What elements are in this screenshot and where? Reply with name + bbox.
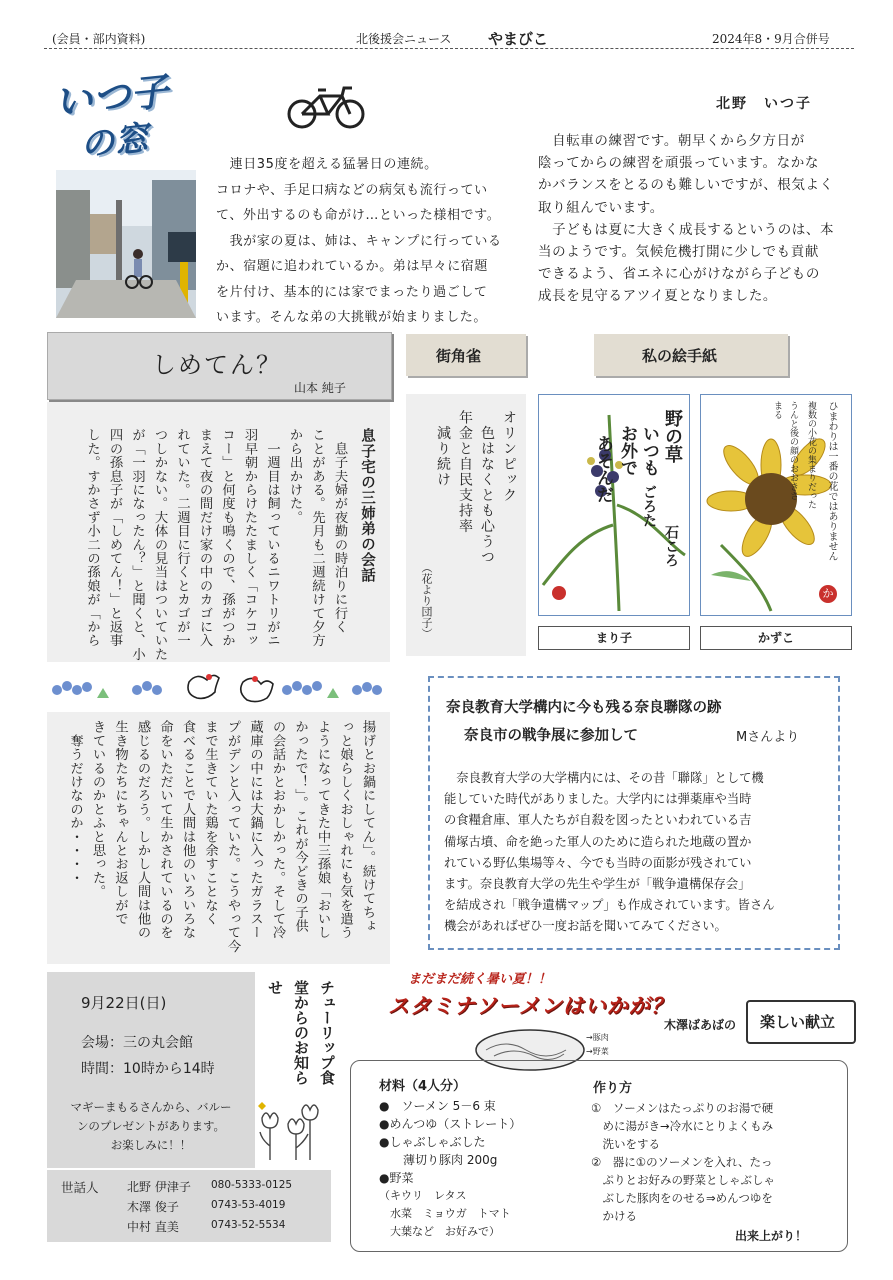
- window-logo: [50, 62, 220, 166]
- shimeten-line: 生き物たちにちゃんとお返しがで: [112, 720, 128, 926]
- gaikaku-title-box: [406, 334, 526, 376]
- card2-phrase-3: うんと後の顔のおおきさ: [788, 401, 798, 500]
- shimeten-line: コー」と何度も鳴くので、孫がつか: [219, 428, 235, 648]
- step-line: めに湯がき→冷水にとりよくもみ: [591, 1119, 774, 1133]
- gaikaku-title: 街角雀: [436, 347, 482, 365]
- newsletter-title: やまびこ: [488, 30, 549, 48]
- window-right-line: 成長を見守るアツイ夏となりました。: [538, 288, 778, 305]
- shimeten-line: 羽早朝からけたたましく「コケコッ: [242, 428, 257, 648]
- ingredient-line: 大葉など お好みで）: [379, 1225, 500, 1238]
- nara-line: れている野仏集場等々、今でも当時の面影が残されてい: [444, 855, 752, 870]
- tulip-present-line: お楽しみに！！: [110, 1138, 192, 1152]
- nara-title: 奈良教育大学構内に今も残る奈良聯隊の跡: [446, 700, 722, 716]
- shimeten-title: しめてん？: [152, 351, 282, 379]
- nara-line: 能していた時代がありました。大学内には弾薬庫や当時: [444, 792, 752, 807]
- contacts-box: [47, 1170, 331, 1242]
- ingredient-line: 薄切り豚肉 200g: [379, 1153, 498, 1167]
- nara-subtitle: 奈良市の戦争展に参加して: [464, 728, 638, 744]
- shimeten-line: した。すかさず小二の孫娘が「から: [84, 428, 100, 648]
- header-center: 北後援会ニュース: [356, 32, 452, 46]
- header: [44, 26, 854, 49]
- shimeten-line: ことがある。先月も二週続けて夕方: [309, 428, 325, 648]
- contact-row: [127, 1178, 293, 1195]
- shimeten-line: 息子夫婦が夜勤の時泊りに行く: [332, 428, 347, 634]
- recipe-banner-1: まだまだ続く暑い夏！！: [408, 972, 552, 987]
- window-left-line: 連日35度を超える猛暑日の連続。: [216, 157, 438, 172]
- nara-line: 奈良教育大学の大学構内には、その昔「聯隊」として機: [444, 771, 764, 785]
- shimeten-line: が「一羽になったん？」と聞くと、小: [129, 428, 145, 661]
- menu-title-box: [746, 1000, 856, 1044]
- menu-title: 楽しい献立: [760, 1013, 836, 1031]
- flower-hen-divider: [47, 668, 390, 708]
- steps-list: [591, 1099, 839, 1225]
- contact-row: [127, 1218, 286, 1235]
- step-line: ② 器に①のソーメンを入れ、たっ: [591, 1155, 773, 1169]
- shimeten-line: 食べることで人間は他のいろいろな: [180, 720, 195, 940]
- recipe-box: [350, 1060, 848, 1252]
- card1-phrase-3: あそんだ: [593, 435, 613, 503]
- etegami-name-1: まり子: [538, 626, 690, 650]
- nara-box: [428, 676, 840, 950]
- shimeten-line: 一週目は飼っているニワトリがニ: [264, 428, 280, 648]
- shimeten-line: 揚げとお鍋にしてん」。続けてちょ: [360, 720, 375, 933]
- shimeten-body-2: [47, 712, 390, 964]
- contact-name: 木澤 俊子: [127, 1200, 179, 1214]
- shimeten-line: ようになってきた中三孫娘「おいし: [315, 720, 330, 940]
- step-line: ① ソーメンはたっぷりのお湯で硬: [591, 1101, 774, 1115]
- window-right-line: 子どもは夏に大きく成長するというのは、本: [538, 221, 835, 238]
- window-right-line: できるよう、省エネに心がけながら子どもの: [538, 266, 820, 283]
- shimeten-body-1: [47, 402, 390, 662]
- contacts-label: 世話人: [61, 1180, 99, 1195]
- shimeten-line: 蔵庫の中には大鍋に入ったガラスー: [247, 720, 263, 940]
- nara-line: 機会があればぜひ一度お話を聞いてみてください。: [444, 919, 727, 934]
- nara-author: Mさんより: [736, 730, 800, 745]
- step-line: ぷりとお好みの野菜としゃぶしゃ: [591, 1173, 775, 1187]
- tulip-present: [47, 1098, 255, 1155]
- window-left-line: コロナや、手足口病などの病気も流行ってい: [216, 182, 488, 198]
- window-logo-line2: の窓: [78, 118, 151, 166]
- contact-phone: 080-5333-0125: [211, 1179, 293, 1191]
- window-left-line: て、外出するのも命がけ…といった様相です。: [216, 208, 501, 223]
- tulip-present-line: ンのプレゼントがあります。: [76, 1119, 226, 1133]
- window-left-line: か、宿題に追われているか。弟は早々に宿題: [216, 259, 489, 274]
- card1-phrase-5: ごろた: [641, 485, 657, 527]
- header-left: (会員・部内資料): [52, 32, 146, 46]
- window-right-line: 陰ってからの練習を頑張っています。なかな: [538, 155, 819, 172]
- steps-title: 作り方: [593, 1081, 633, 1096]
- etegami-title-box: [594, 334, 788, 376]
- gaikaku-line: オリンピック: [501, 410, 517, 503]
- card2-phrase-2: 複数の小花の集まりだった: [806, 401, 816, 509]
- window-left-line: 我が家の夏は、姉は、キャンプに行っている: [216, 233, 502, 249]
- window-left-text: [216, 152, 516, 331]
- shimeten-line: 命をいただいて生かされているのを: [157, 720, 173, 940]
- shimeten-line: つしかない。大体の見当はついていた: [152, 428, 167, 661]
- ingredient-line: ●めんつゆ（ストレート）: [379, 1117, 522, 1131]
- gaikaku-line: 色はなくとも心うつ: [479, 410, 495, 565]
- window-left-line: います。そんな弟の大挑戦が始まりました。: [216, 310, 487, 325]
- card2-phrase-1: ひまわりは一番の花ではありません: [826, 401, 837, 561]
- shimeten-line: まで生きていた鶏を余すことなく: [202, 720, 218, 926]
- window-right-line: 当のようです。気候危機打開に少しでも貢献: [538, 244, 819, 261]
- bicycle-icon: [284, 82, 370, 130]
- ingredient-line: （キウリ レタス: [379, 1189, 467, 1202]
- shimeten-heading: 息子宅の三姉弟の会話: [359, 428, 376, 583]
- etegami-name-2: かずこ: [700, 626, 852, 650]
- tulip-time: 時間：10時から14時: [81, 1061, 215, 1077]
- etegami-title: 私の絵手紙: [642, 347, 718, 365]
- contact-name: 北野 伊津子: [127, 1180, 191, 1194]
- sketch-note-2: →野菜: [586, 1047, 609, 1056]
- shimeten-line: きているのかとふと思った。: [90, 720, 105, 899]
- window-right-line: 取り組んでいます。: [538, 199, 664, 216]
- step-line: 洗いをする: [591, 1137, 660, 1151]
- nara-line: を結成され「戦争遺構マップ」も作成されています。皆さん: [444, 898, 775, 913]
- shimeten-line: 四の孫息子が「しめてん！」と返事: [107, 428, 122, 648]
- ingredient-line: ●野菜: [379, 1171, 414, 1185]
- shimeten-title-box: [47, 332, 392, 400]
- gaikaku-line: 年金と自民支持率: [457, 410, 473, 534]
- recipe-byline: 木澤ばあばの: [664, 1018, 737, 1032]
- shimeten-line: から出かけた。: [287, 428, 302, 524]
- shimeten-text-1: [80, 428, 350, 664]
- ingredient-line: ● ソーメン 5－6 束: [379, 1099, 496, 1113]
- window-right-line: かバランスをとるのも難しいですが、根気よく: [538, 177, 834, 194]
- contact-name: 中村 直美: [127, 1220, 179, 1234]
- window-left-line: を片付け、基本的には家でまったり過ごして: [216, 284, 488, 300]
- card1-phrase-2: お外で: [617, 425, 637, 476]
- gaikaku-line: 減り続け: [435, 410, 451, 488]
- etegami-card-2: [700, 394, 852, 616]
- shimeten-line: 奪うだけなのか・・・・: [67, 720, 83, 885]
- sketch-note-1: →豚肉: [586, 1033, 609, 1042]
- tulip-box: [47, 972, 255, 1168]
- gaikaku-body: [406, 394, 526, 656]
- step-line: かける: [591, 1209, 637, 1223]
- nara-line: 備塚古墳、命を絶った軍人のために造られた地蔵の置か: [444, 834, 752, 849]
- shimeten-line: の会話かとおかしかった。そして冷: [270, 720, 285, 940]
- step-line: ぶした豚肉をのせる⇒めんつゆを: [591, 1191, 773, 1205]
- tulip-vertical-title: チューリップ食堂からのお知らせ: [266, 980, 336, 1085]
- tulip-venue: 会場：三の丸会館: [81, 1035, 193, 1051]
- nara-line: ます。奈良教育大学の先生や学生が「戦争遺構保存会」: [444, 877, 751, 892]
- recipe-done: 出来上がり！: [735, 1229, 808, 1243]
- header-date: 2024年8・9月合併号: [712, 32, 830, 46]
- window-logo-line1: いつ子: [52, 69, 171, 125]
- shimeten-line: っと娘らしくおしゃれにも気を遣う: [337, 720, 353, 940]
- card1-phrase-6: 石ころ: [663, 525, 679, 567]
- shimeten-line: かったで！」。これが今どきの子供: [292, 720, 308, 933]
- shimeten-line: れていた。二週目に行くとカゴが一: [174, 428, 190, 648]
- contact-phone: 0743-53-4019: [211, 1199, 286, 1211]
- etegami-card-1: [538, 394, 690, 616]
- ingredient-line: 水菜 ミョウガ トマト: [379, 1207, 511, 1220]
- shimeten-line: 感じるのだろう。しかし人間は他の: [135, 720, 150, 940]
- tulip-illustration: [252, 1098, 326, 1162]
- shimeten-line: まえて夜の間だけ家の中のカゴに入: [197, 428, 212, 648]
- window-author: 北野 いつ子: [716, 96, 812, 112]
- nara-line: の食糧倉庫、軍人たちが自殺を図ったといわれている吉: [444, 813, 752, 828]
- tulip-present-line: マギーまもるさんから、バルー: [70, 1100, 232, 1114]
- card2-phrase-4: まる: [772, 401, 782, 419]
- ingredient-line: ●しゃぶしゃぶした: [379, 1135, 486, 1149]
- tulip-date: 9月22日(日): [81, 994, 167, 1012]
- shimeten-text-2: [63, 720, 378, 960]
- contact-phone: 0743-52-5534: [211, 1219, 286, 1231]
- contact-row: [127, 1198, 286, 1215]
- ingredients-list: [379, 1097, 521, 1241]
- gaikaku-signature: （花より団子）: [420, 562, 433, 639]
- card2-badge: か: [819, 585, 837, 603]
- card1-phrase-1: いつも: [639, 425, 659, 476]
- card1-phrase-4: 野の草: [662, 409, 683, 463]
- street-photo: [56, 170, 196, 318]
- ingredients-title: 材料（4人分）: [379, 1079, 467, 1094]
- window-right-line: 自転車の練習です。朝早くから夕方日が: [538, 133, 805, 149]
- shimeten-line: プがデンと入っていた。こうやって今: [225, 720, 240, 953]
- shimeten-author: 山本 純子: [294, 381, 346, 395]
- gaikaku-poem: [432, 410, 520, 645]
- nara-body: [444, 768, 832, 938]
- recipe-banner-2: スタミナソーメンはいかが？: [388, 994, 673, 1018]
- window-right-text: [538, 130, 848, 308]
